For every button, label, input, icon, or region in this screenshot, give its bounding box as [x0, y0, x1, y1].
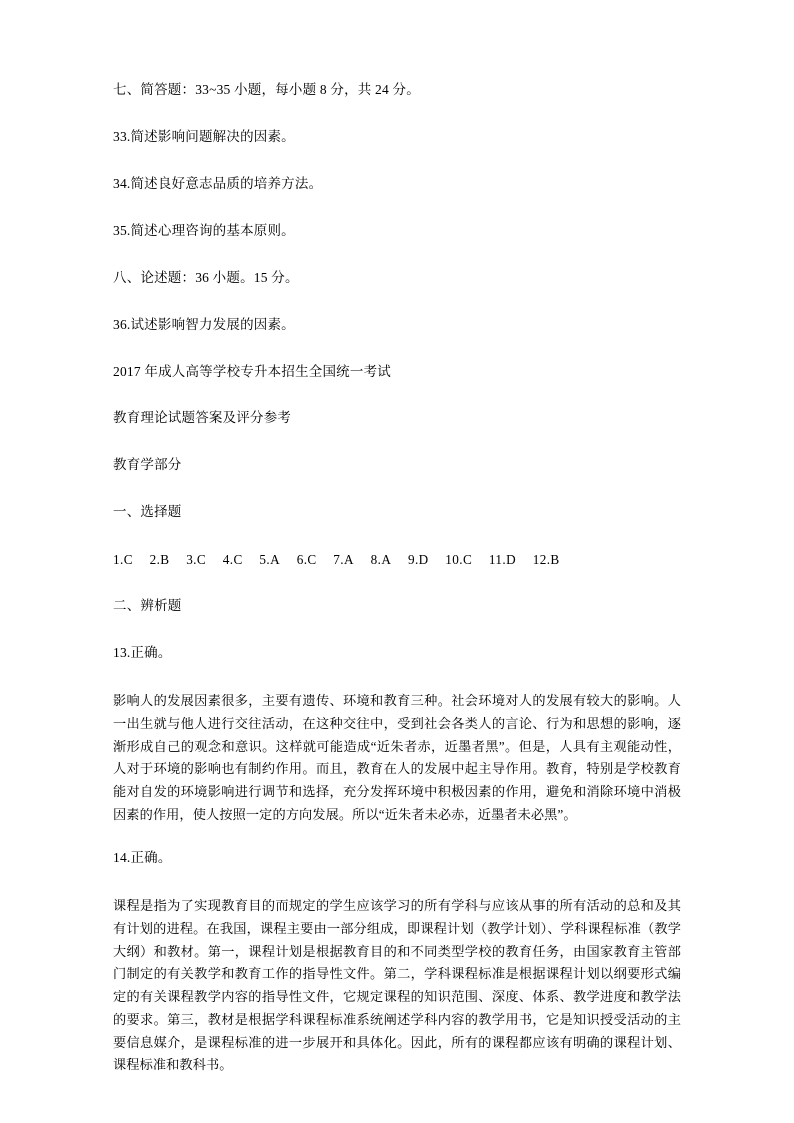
list-item: 2.B [149, 552, 170, 568]
item-14-text: 课程是指为了实现教育目的而规定的学生应该学习的所有学科与应该从事的所有活动的总和及其有计划的进程。在我国，课程主要由一部分组成，即课程计划（教学计划）、学科课程标准（教学大纲）和教材。第一，课程计划是根据教育目的和不同类型学校的教育任务，由国家教育主管部门制定的有关教学和教育工作的指导性文件。第二，学科课程标准是根据课程计划以纲要形式编定的有关课程教学内容的指导性文件，它规定课程的知识范围、深度、体系、教学进度和教学法的要求。第三，教材是根据学科课程标准系统阐述学科内容的教学用书，它是知识授受活动的主要信息媒介，是课程标准的进一步展开和具体化。因此，所有的课程都应该有明确的课程计划、课程标准和教科书。 [113, 898, 681, 1073]
exam-subtitle: 教育理论试题答案及评分参考 [113, 410, 292, 426]
part-title: 教育学部分 [113, 457, 182, 473]
exam-title: 2017 年成人高等学校专升本招生全国统一考试 [113, 363, 391, 379]
section-one-title: 一、选择题 [113, 504, 182, 520]
question-33: 33.简述影响问题解决的因素。 [113, 128, 295, 144]
section-eight-title: 八、论述题：36 小题。15 分。 [113, 269, 299, 285]
question-35: 35.简述心理咨询的基本原则。 [113, 222, 295, 238]
item-13-label: 13.正确。 [113, 645, 172, 661]
list-item: 5.A [259, 552, 280, 568]
list-item: 1.C [113, 552, 133, 568]
list-item: 11.D [488, 552, 516, 568]
item-14-label: 14.正确。 [113, 850, 172, 866]
section-seven-title: 七、简答题：33~35 小题，每小题 8 分，共 24 分。 [113, 82, 420, 97]
list-item: 7.A [333, 552, 354, 568]
item-13-text: 影响人的发展因素很多，主要有遗传、环境和教育三种。社会环境对人的发展有较大的影响。人一出生就与他人进行交往活动，在这种交往中，受到社会各类人的言论、行为和思想的影响，逐渐形成自己的观念和意识。这样就可能造成“近朱者赤，近墨者黑”。但是，人具有主观能动性，人对于环境的影响也有制约作用。而且，教育在人的发展中起主导作用。教育，特别是学校教育能对自发的环境影响进行调节和选择，充分发挥环境中积极因素的作用，避免和消除环境中消极因素的作用，使人按照一定的方向发展。所以“近朱者未必赤，近墨者未必黑”。 [113, 693, 681, 822]
question-36: 36.试述影响智力发展的因素。 [113, 316, 295, 332]
list-item: 10.C [445, 552, 473, 568]
choice-answer-list [113, 549, 681, 570]
list-item: 4.C [222, 552, 243, 568]
list-item: 9.D [407, 552, 429, 568]
section-two-title: 二、辨析题 [113, 598, 182, 614]
list-item: 6.C [296, 552, 317, 568]
list-item: 3.C [186, 552, 207, 568]
list-item: 8.A [370, 552, 392, 568]
document-body [113, 80, 681, 1099]
list-item: 12.B [532, 552, 560, 568]
question-34: 34.简述良好意志品质的培养方法。 [113, 175, 323, 191]
